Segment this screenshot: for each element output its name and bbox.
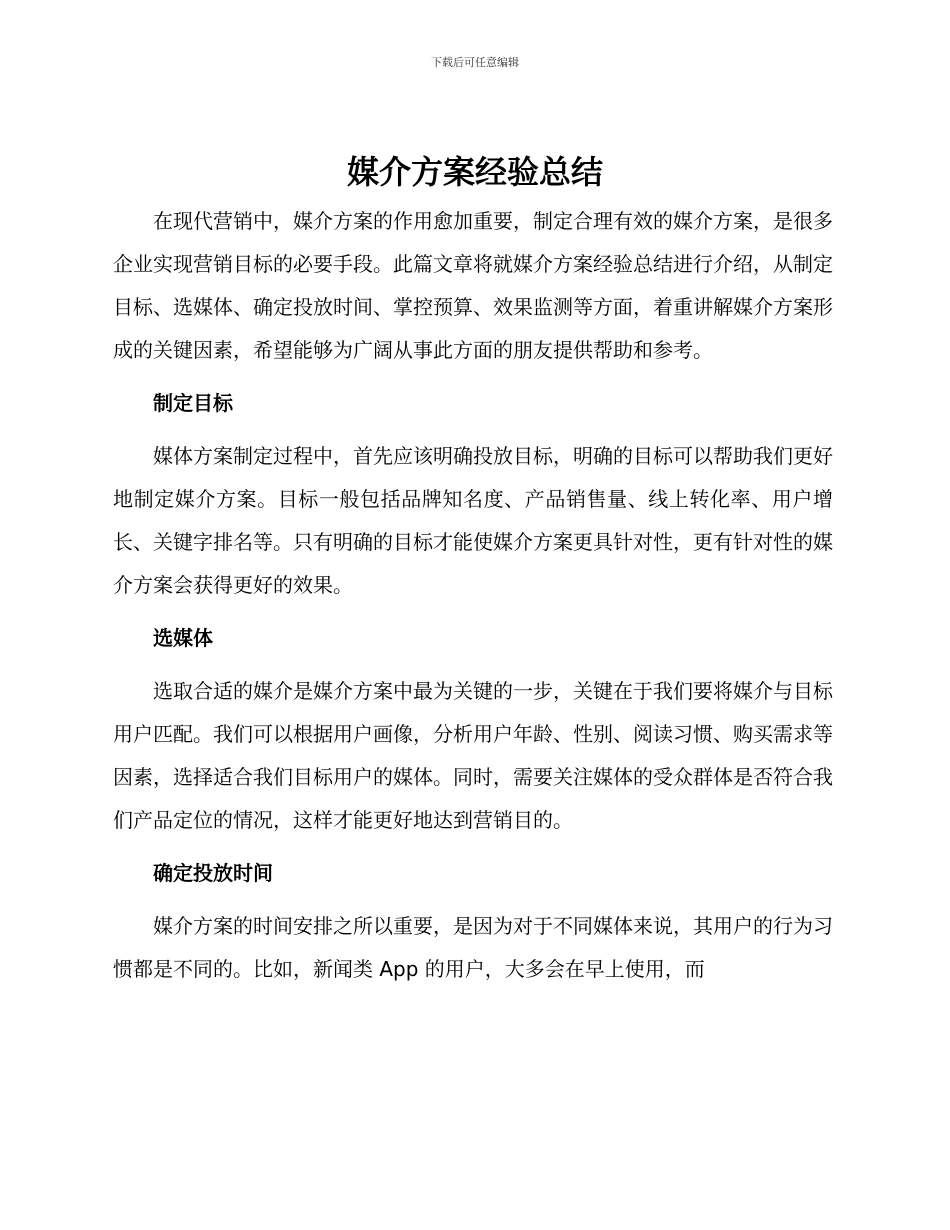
page-header-note: 下载后可任意编辑 xyxy=(431,56,519,69)
intro-paragraph: 在现代营销中，媒介方案的作用愈加重要，制定合理有效的媒介方案，是很多企业实现营销目标的必要手段。此篇文章将就媒介方案经验总结进行介绍，从制定目标、选媒体、确定投放时间、掌控预算、效果监测等方面，着重讲解媒介方案形成的关键因素，希望能够为广阔从事此方面的朋友提供帮助和参考。 xyxy=(113,209,833,362)
section-heading-media-selection: 选媒体 xyxy=(153,626,213,650)
section-heading-timing: 确定投放时间 xyxy=(153,861,273,885)
section-paragraph-timing: 媒介方案的时间安排之所以重要，是因为对于不同媒体来说，其用户的行为习惯都是不同的。比如，新闻类 App 的用户，大多会在早上使用，而 xyxy=(113,914,833,981)
section-paragraph-media-selection: 选取合适的媒介是媒介方案中最为关键的一步，关键在于我们要将媒介与目标用户匹配。我们可以根据用户画像，分析用户年龄、性别、阅读习惯、购买需求等因素，选择适合我们目标用户的媒体。同时，需要关注媒体的受众群体是否符合我们产品定位的情况，这样才能更好地达到营销目的。 xyxy=(113,679,833,832)
document-title: 媒介方案经验总结 xyxy=(346,153,603,191)
section-heading-goals: 制定目标 xyxy=(153,391,233,415)
document-body xyxy=(113,200,833,1001)
section-paragraph-goals: 媒体方案制定过程中，首先应该明确投放目标，明确的目标可以帮助我们更好地制定媒介方案。目标一般包括品牌知名度、产品销售量、线上转化率、用户增长、关键字排名等。只有明确的目标才能使媒介方案更具针对性，更有针对性的媒介方案会获得更好的效果。 xyxy=(113,444,833,597)
